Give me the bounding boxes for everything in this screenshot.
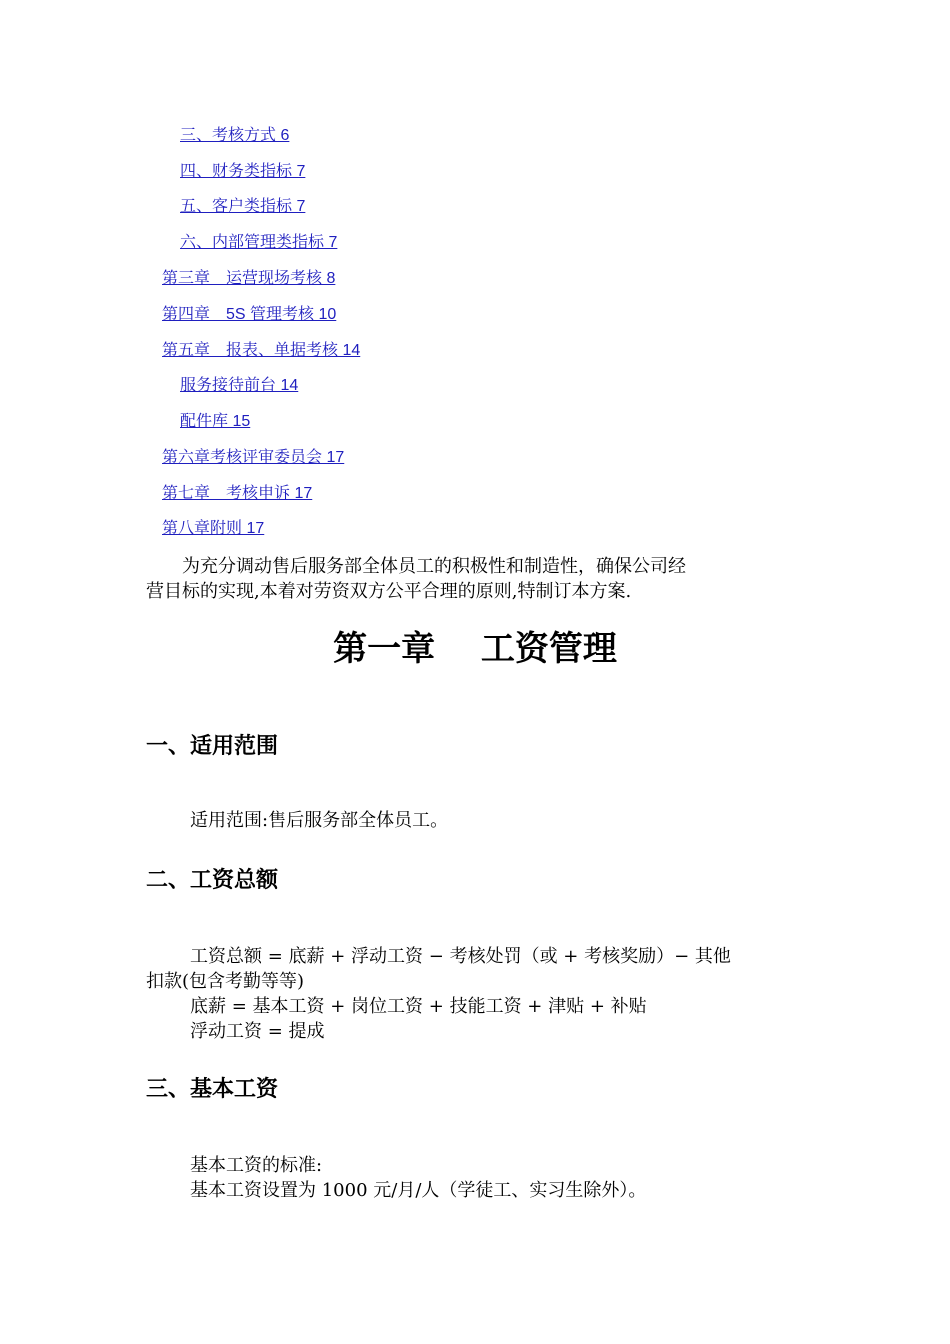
section-heading-scope: 一、适用范围	[146, 733, 279, 759]
base-salary-standard-label: 基本工资的标准:	[190, 1155, 323, 1176]
base-pay-formula: 底薪 = 基本工资 + 岗位工资 + 技能工资 + 津贴 + 补贴	[190, 996, 647, 1017]
toc-link-internal-management-indicators[interactable]: 六、内部管理类指标 7	[180, 234, 338, 251]
toc-link-chapter-6[interactable]: 第六章考核评审委员会 17	[162, 449, 345, 466]
total-salary-formula-line-2: 扣款(包含考勤等等)	[146, 971, 305, 992]
toc-link-parts-warehouse[interactable]: 配件库 15	[180, 413, 251, 430]
chapter-title: 第一章 工资管理	[333, 629, 617, 669]
intro-paragraph-line-2: 营目标的实现,本着对劳资双方公平合理的原则,特制订本方案.	[146, 581, 632, 602]
toc-link-chapter-8[interactable]: 第八章附则 17	[162, 520, 265, 537]
intro-paragraph-line-1: 为充分调动售后服务部全体员工的积极性和制造性，确保公司经	[146, 556, 686, 577]
toc-link-financial-indicators[interactable]: 四、财务类指标 7	[180, 163, 306, 180]
toc-link-customer-indicators[interactable]: 五、客户类指标 7	[180, 198, 306, 215]
base-salary-standard-value: 基本工资设置为 1000 元/月/人（学徒工、实习生除外）。	[190, 1180, 647, 1201]
section-heading-base-salary: 三、基本工资	[146, 1076, 279, 1102]
total-salary-formula-line-1: 工资总额 = 底薪 + 浮动工资 − 考核处罚（或 + 考核奖励）− 其他	[190, 946, 731, 967]
toc-link-assessment-method[interactable]: 三、考核方式 6	[180, 127, 290, 144]
toc-link-chapter-4[interactable]: 第四章 5S 管理考核 10	[162, 306, 337, 323]
toc-link-chapter-7[interactable]: 第七章 考核申诉 17	[162, 485, 313, 502]
floating-pay-formula: 浮动工资 = 提成	[190, 1021, 325, 1042]
scope-body: 适用范围:售后服务部全体员工。	[190, 810, 449, 831]
toc-link-chapter-3[interactable]: 第三章 运营现场考核 8	[162, 270, 336, 287]
toc-link-service-reception[interactable]: 服务接待前台 14	[180, 377, 299, 394]
toc-link-chapter-5[interactable]: 第五章 报表、单据考核 14	[162, 342, 361, 359]
section-heading-total-salary: 二、工资总额	[146, 867, 279, 893]
